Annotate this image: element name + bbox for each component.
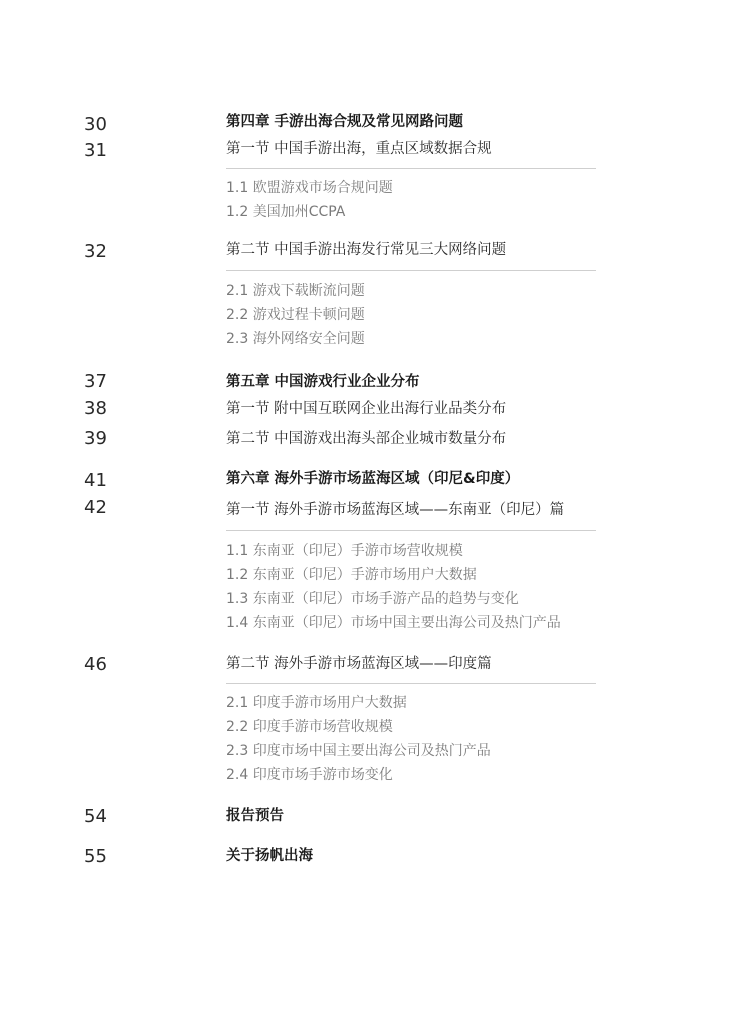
subsection-item[interactable]: 1.1 欧盟游戏市场合规问题 <box>226 180 393 196</box>
section-divider <box>226 530 596 531</box>
page-number: 30 <box>84 114 107 135</box>
subsection-item[interactable]: 2.2 游戏过程卡顿问题 <box>226 307 365 323</box>
page-number: 46 <box>84 654 107 675</box>
subsection-item[interactable]: 2.1 印度手游市场用户大数据 <box>226 695 407 711</box>
subsection-item[interactable]: 2.4 印度市场手游市场变化 <box>226 767 393 783</box>
subsection-item[interactable]: 2.1 游戏下载断流问题 <box>226 283 365 299</box>
subsection-item[interactable]: 1.4 东南亚（印尼）市场中国主要出海公司及热门产品 <box>226 615 561 631</box>
subsection-item[interactable]: 1.1 东南亚（印尼）手游市场营收规模 <box>226 543 463 559</box>
section-title[interactable]: 第二节 中国手游出海发行常见三大网络问题 <box>226 242 507 258</box>
subsection-item[interactable]: 1.2 美国加州CCPA <box>226 204 346 220</box>
chapter-title[interactable]: 关于扬帆出海 <box>226 848 313 864</box>
page-number: 32 <box>84 241 107 262</box>
page-number: 42 <box>84 497 107 518</box>
subsection-item[interactable]: 2.3 印度市场中国主要出海公司及热门产品 <box>226 743 491 759</box>
subsection-item[interactable]: 1.2 东南亚（印尼）手游市场用户大数据 <box>226 567 477 583</box>
section-divider <box>226 683 596 684</box>
section-title[interactable]: 第二节 海外手游市场蓝海区域——印度篇 <box>226 656 492 672</box>
subsection-item[interactable]: 2.2 印度手游市场营收规模 <box>226 719 393 735</box>
section-title[interactable]: 第一节 附中国互联网企业出海行业品类分布 <box>226 401 507 417</box>
page-number: 37 <box>84 371 107 392</box>
chapter-title[interactable]: 第四章 手游出海合规及常见网路问题 <box>226 114 464 130</box>
page-number: 39 <box>84 428 107 449</box>
section-title[interactable]: 第二节 中国游戏出海头部企业城市数量分布 <box>226 431 507 447</box>
chapter-title[interactable]: 报告预告 <box>226 808 284 824</box>
section-divider <box>226 168 596 169</box>
page-number: 41 <box>84 470 107 491</box>
chapter-title[interactable]: 第五章 中国游戏行业企业分布 <box>226 374 420 390</box>
page-number: 55 <box>84 846 107 867</box>
section-title[interactable]: 第一节 中国手游出海，重点区域数据合规 <box>226 141 492 157</box>
subsection-item[interactable]: 1.3 东南亚（印尼）市场手游产品的趋势与变化 <box>226 591 519 607</box>
chapter-title[interactable]: 第六章 海外手游市场蓝海区域（印尼&印度） <box>226 471 520 487</box>
page-number: 38 <box>84 398 107 419</box>
page-number: 54 <box>84 806 107 827</box>
subsection-item[interactable]: 2.3 海外网络安全问题 <box>226 331 365 347</box>
section-title[interactable]: 第一节 海外手游市场蓝海区域——东南亚（印尼）篇 <box>226 502 565 518</box>
section-divider <box>226 270 596 271</box>
page-number: 31 <box>84 140 107 161</box>
